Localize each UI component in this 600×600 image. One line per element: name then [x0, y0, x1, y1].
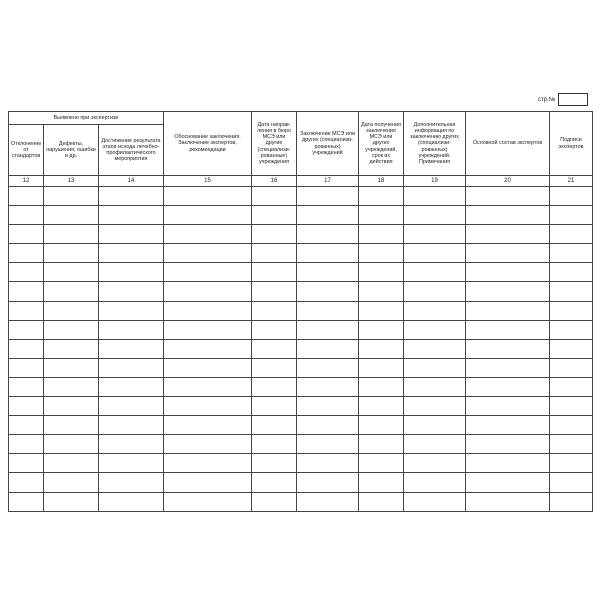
table-cell[interactable]: [359, 416, 404, 435]
table-cell[interactable]: [99, 358, 164, 377]
table-cell[interactable]: [550, 358, 593, 377]
table-cell[interactable]: [252, 416, 297, 435]
table-cell[interactable]: [297, 206, 359, 225]
table-cell[interactable]: [359, 301, 404, 320]
table-row: [9, 263, 593, 282]
table-cell[interactable]: [359, 339, 404, 358]
table-cell[interactable]: [466, 454, 550, 473]
table-cell[interactable]: [359, 377, 404, 396]
table-cell[interactable]: [297, 358, 359, 377]
table-cell[interactable]: [404, 492, 466, 511]
table-cell[interactable]: [99, 416, 164, 435]
table-cell[interactable]: [44, 187, 99, 206]
table-cell[interactable]: [466, 282, 550, 301]
table-row: [9, 206, 593, 225]
table-row: [9, 187, 593, 206]
table-cell[interactable]: [359, 492, 404, 511]
table-cell[interactable]: [297, 187, 359, 206]
table-cell[interactable]: [9, 358, 44, 377]
table-cell[interactable]: [297, 416, 359, 435]
table-cell[interactable]: [550, 301, 593, 320]
table-cell[interactable]: [359, 206, 404, 225]
column-header-16: Дата направ-ления в бюро МСЭ или другие (специализи-рованные) учреждения: [252, 112, 297, 176]
table-cell[interactable]: [99, 473, 164, 492]
group-header-found-at-expertise: Выявлено при экспертизе: [9, 112, 164, 125]
table-cell[interactable]: [404, 206, 466, 225]
table-cell[interactable]: [404, 416, 466, 435]
table-cell[interactable]: [9, 263, 44, 282]
column-number: 17: [297, 176, 359, 187]
table-row: [9, 454, 593, 473]
table-cell[interactable]: [252, 435, 297, 454]
table-cell[interactable]: [466, 435, 550, 454]
table-cell[interactable]: [466, 187, 550, 206]
table-cell[interactable]: [99, 320, 164, 339]
table-cell[interactable]: [550, 377, 593, 396]
table-cell[interactable]: [9, 282, 44, 301]
table-cell[interactable]: [44, 435, 99, 454]
column-number: 18: [359, 176, 404, 187]
table-cell[interactable]: [550, 244, 593, 263]
table-row: [9, 416, 593, 435]
table-cell[interactable]: [99, 263, 164, 282]
table-cell[interactable]: [404, 397, 466, 416]
column-header-13: Дефекты, нарушения, ошибки и др.: [44, 125, 99, 176]
table-cell[interactable]: [297, 339, 359, 358]
page-number-field: [538, 93, 588, 106]
table-cell[interactable]: [252, 473, 297, 492]
table-cell[interactable]: [466, 416, 550, 435]
table-cell[interactable]: [252, 339, 297, 358]
table-cell[interactable]: [99, 301, 164, 320]
column-number: 14: [99, 176, 164, 187]
table-cell[interactable]: [297, 435, 359, 454]
column-header-15: Обоснование заключения. Заключение экспертов, рекомендации: [164, 112, 252, 176]
table-cell[interactable]: [359, 435, 404, 454]
table-cell[interactable]: [44, 416, 99, 435]
table-cell[interactable]: [9, 244, 44, 263]
table-cell[interactable]: [9, 187, 44, 206]
table-cell[interactable]: [164, 301, 252, 320]
table-cell[interactable]: [252, 206, 297, 225]
table-cell[interactable]: [404, 263, 466, 282]
table-cell[interactable]: [404, 358, 466, 377]
table-cell[interactable]: [297, 492, 359, 511]
table-cell[interactable]: [466, 339, 550, 358]
table-row: [9, 435, 593, 454]
column-header-21: Подписи экспертов: [550, 112, 593, 176]
table-row: [9, 339, 593, 358]
table-cell[interactable]: [404, 187, 466, 206]
table-cell[interactable]: [359, 454, 404, 473]
table-cell[interactable]: [404, 454, 466, 473]
table-cell[interactable]: [44, 225, 99, 244]
table-cell[interactable]: [252, 492, 297, 511]
column-number: 15: [164, 176, 252, 187]
column-header-19: Дополнительная информация по заключению других (специализи-рованных) учреждений. Примечания: [404, 112, 466, 176]
table-cell[interactable]: [252, 454, 297, 473]
table-cell[interactable]: [359, 473, 404, 492]
table-cell[interactable]: [44, 492, 99, 511]
table-cell[interactable]: [466, 377, 550, 396]
table-cell[interactable]: [550, 339, 593, 358]
table-cell[interactable]: [466, 397, 550, 416]
table-cell[interactable]: [466, 320, 550, 339]
table-cell[interactable]: [44, 206, 99, 225]
column-number: 12: [9, 176, 44, 187]
table-cell[interactable]: [550, 416, 593, 435]
table-cell[interactable]: [9, 454, 44, 473]
table-cell[interactable]: [164, 225, 252, 244]
table-cell[interactable]: [99, 282, 164, 301]
table-cell[interactable]: [359, 397, 404, 416]
table-cell[interactable]: [550, 454, 593, 473]
table-cell[interactable]: [297, 263, 359, 282]
table-row: [9, 225, 593, 244]
table-cell[interactable]: [164, 358, 252, 377]
table-cell[interactable]: [550, 187, 593, 206]
table-cell[interactable]: [550, 225, 593, 244]
table-cell[interactable]: [164, 206, 252, 225]
table-row: [9, 473, 593, 492]
table-cell[interactable]: [466, 206, 550, 225]
table-cell[interactable]: [252, 301, 297, 320]
table-cell[interactable]: [466, 473, 550, 492]
table-cell[interactable]: [252, 244, 297, 263]
table-row: [9, 492, 593, 511]
table-cell[interactable]: [466, 301, 550, 320]
table-cell[interactable]: [44, 454, 99, 473]
table-cell[interactable]: [44, 320, 99, 339]
table-cell[interactable]: [252, 263, 297, 282]
table-cell[interactable]: [252, 397, 297, 416]
table-cell[interactable]: [297, 225, 359, 244]
table-row: [9, 358, 593, 377]
table-cell[interactable]: [404, 301, 466, 320]
table-cell[interactable]: [164, 435, 252, 454]
table-cell[interactable]: [252, 358, 297, 377]
table-cell[interactable]: [550, 397, 593, 416]
table-cell[interactable]: [550, 263, 593, 282]
table-cell[interactable]: [99, 187, 164, 206]
table-cell[interactable]: [297, 397, 359, 416]
table-cell[interactable]: [164, 454, 252, 473]
table-cell[interactable]: [252, 377, 297, 396]
table-cell[interactable]: [9, 320, 44, 339]
table-cell[interactable]: [404, 282, 466, 301]
column-header-12: Отклонение от стандартов: [9, 125, 44, 176]
table-cell[interactable]: [252, 320, 297, 339]
table-cell[interactable]: [99, 454, 164, 473]
table-cell[interactable]: [297, 244, 359, 263]
table-cell[interactable]: [359, 244, 404, 263]
table-cell[interactable]: [9, 473, 44, 492]
table-cell[interactable]: [252, 187, 297, 206]
table-cell[interactable]: [99, 377, 164, 396]
table-cell[interactable]: [466, 492, 550, 511]
column-number: 13: [44, 176, 99, 187]
table-cell[interactable]: [359, 187, 404, 206]
table-cell[interactable]: [9, 435, 44, 454]
table-cell[interactable]: [359, 263, 404, 282]
table-cell[interactable]: [297, 282, 359, 301]
column-number: 21: [550, 176, 593, 187]
column-number: 19: [404, 176, 466, 187]
table-row: [9, 377, 593, 396]
table-cell[interactable]: [550, 435, 593, 454]
table-cell[interactable]: [44, 397, 99, 416]
table-cell[interactable]: [44, 358, 99, 377]
table-cell[interactable]: [44, 244, 99, 263]
table-cell[interactable]: [44, 339, 99, 358]
table-cell[interactable]: [252, 225, 297, 244]
table-cell[interactable]: [9, 339, 44, 358]
table-cell[interactable]: [99, 244, 164, 263]
table-row: [9, 397, 593, 416]
table-cell[interactable]: [404, 435, 466, 454]
table-row: [9, 320, 593, 339]
table-cell[interactable]: [404, 377, 466, 396]
table-cell[interactable]: [9, 206, 44, 225]
table-cell[interactable]: [164, 320, 252, 339]
table-cell[interactable]: [466, 244, 550, 263]
table-cell[interactable]: [164, 473, 252, 492]
table-cell[interactable]: [404, 320, 466, 339]
table-cell[interactable]: [359, 282, 404, 301]
table-cell[interactable]: [297, 301, 359, 320]
table-cell[interactable]: [297, 454, 359, 473]
expert-journal-table: [8, 111, 593, 512]
table-row: [9, 244, 593, 263]
table-cell[interactable]: [99, 435, 164, 454]
table-cell[interactable]: [550, 320, 593, 339]
table-cell[interactable]: [359, 320, 404, 339]
column-header-20: Основной состав экспертов: [466, 112, 550, 176]
table-cell[interactable]: [297, 473, 359, 492]
table-cell[interactable]: [164, 263, 252, 282]
table-body: [9, 187, 593, 512]
table-cell[interactable]: [297, 377, 359, 396]
table-cell[interactable]: [164, 397, 252, 416]
table-cell[interactable]: [404, 225, 466, 244]
table-cell[interactable]: [44, 473, 99, 492]
table-cell[interactable]: [164, 244, 252, 263]
table-cell[interactable]: [297, 320, 359, 339]
table-cell[interactable]: [44, 377, 99, 396]
page-number-label: стр.№: [538, 96, 556, 103]
column-header-18: Дата получения заключения МСЭ или других учреждений, срок их действия: [359, 112, 404, 176]
table-cell[interactable]: [9, 225, 44, 244]
column-number: 20: [466, 176, 550, 187]
column-number-row: [9, 176, 593, 187]
table-cell[interactable]: [164, 282, 252, 301]
table-cell[interactable]: [99, 492, 164, 511]
table-cell[interactable]: [466, 263, 550, 282]
table-cell[interactable]: [9, 397, 44, 416]
table-row: [9, 301, 593, 320]
table-row: [9, 282, 593, 301]
table-cell[interactable]: [359, 358, 404, 377]
table-cell[interactable]: [9, 301, 44, 320]
table-cell[interactable]: [550, 282, 593, 301]
table-cell[interactable]: [550, 206, 593, 225]
column-header-14: Достижение результата этапа исхода лечебно-профилактического мероприятия: [99, 125, 164, 176]
table-cell[interactable]: [44, 282, 99, 301]
table-cell[interactable]: [9, 416, 44, 435]
table-cell[interactable]: [9, 377, 44, 396]
table-cell[interactable]: [164, 416, 252, 435]
table-cell[interactable]: [466, 358, 550, 377]
table-cell[interactable]: [466, 225, 550, 244]
table-cell[interactable]: [252, 282, 297, 301]
table-cell[interactable]: [99, 397, 164, 416]
column-header-17: Заключение МСЭ или других (специализи-рованных) учреждений: [297, 112, 359, 176]
table-cell[interactable]: [99, 206, 164, 225]
page-number-box[interactable]: [558, 93, 588, 106]
table-cell[interactable]: [359, 225, 404, 244]
table-cell[interactable]: [164, 339, 252, 358]
table-cell[interactable]: [44, 263, 99, 282]
table-cell[interactable]: [404, 473, 466, 492]
table-cell[interactable]: [164, 492, 252, 511]
table-cell[interactable]: [550, 473, 593, 492]
column-number: 16: [252, 176, 297, 187]
table-cell[interactable]: [44, 301, 99, 320]
table-cell[interactable]: [404, 244, 466, 263]
table-cell[interactable]: [550, 492, 593, 511]
table-cell[interactable]: [9, 492, 44, 511]
table-cell[interactable]: [164, 187, 252, 206]
table-cell[interactable]: [99, 225, 164, 244]
table-cell[interactable]: [404, 339, 466, 358]
table-cell[interactable]: [164, 377, 252, 396]
table-cell[interactable]: [99, 339, 164, 358]
